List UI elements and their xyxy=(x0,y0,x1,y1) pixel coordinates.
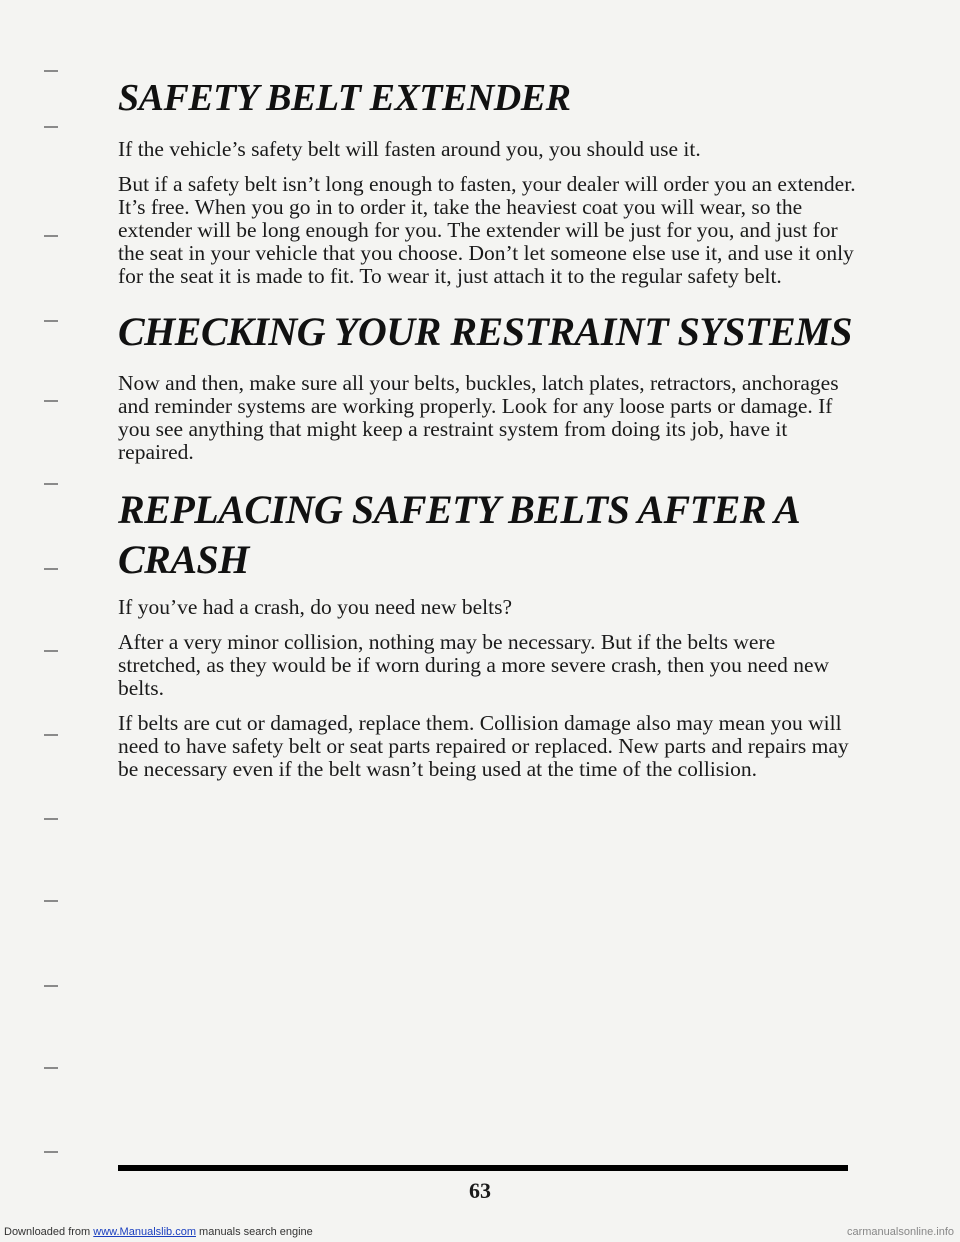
paragraph: After a very minor collision, nothing may be necessary. But if the belts were stretched, as they would be if worn during a more severe crash, then you need new belts. xyxy=(118,630,830,700)
paragraph: If the vehicle’s safety belt will fasten around you, you should use it. xyxy=(118,137,701,161)
paragraph: If you’ve had a crash, do you need new belts? xyxy=(118,595,513,619)
footer-suffix: manuals search engine xyxy=(195,1226,313,1238)
footer-prefix: Downloaded from xyxy=(4,1226,94,1238)
section-heading-checking-restraint-systems: CHECKING YOUR RESTRAINT SYSTEMS xyxy=(118,309,852,354)
paragraph: If belts are cut or damaged, replace them. Collision damage also may mean you will need to have safety belt or seat parts repaired or replaced. New parts and repairs may be necessary even if the belt wasn’t being used at the time of the collision. xyxy=(118,711,849,781)
margin-tick-marks xyxy=(0,0,90,1242)
paragraph: But if a safety belt isn’t long enough to fasten, your dealer will order you an extender. It’s free. When you go in to order it, take the heaviest coat you will wear, so the extender will be long enough for you. The extender will be just for you, and just for the seat in your vehicle that you choose. Don’t let someone else use it, and use it only for the seat it is made to fit. To wear it, just attach it to the regular safety belt. xyxy=(118,172,856,288)
footer-rule xyxy=(118,1165,848,1171)
paragraph: Now and then, make sure all your belts, buckles, latch plates, retractors, anchorages and reminder systems are working properly. Look for any loose parts or damage. If you see anything that might keep a restraint system from doing its job, have it repaired. xyxy=(118,371,839,464)
section-heading-replacing-belts-line1: REPLACING SAFETY BELTS AFTER A xyxy=(118,487,801,532)
page-content xyxy=(118,76,858,781)
watermark-text: carmanualsonline.info xyxy=(846,1226,954,1238)
page-number: 63 xyxy=(469,1178,491,1203)
download-footer xyxy=(4,1226,313,1238)
section-heading-safety-belt-extender: SAFETY BELT EXTENDER xyxy=(118,77,571,119)
section-heading-replacing-belts-line2: CRASH xyxy=(118,537,249,582)
manualslib-link[interactable]: www.Manualslib.com xyxy=(93,1226,196,1238)
